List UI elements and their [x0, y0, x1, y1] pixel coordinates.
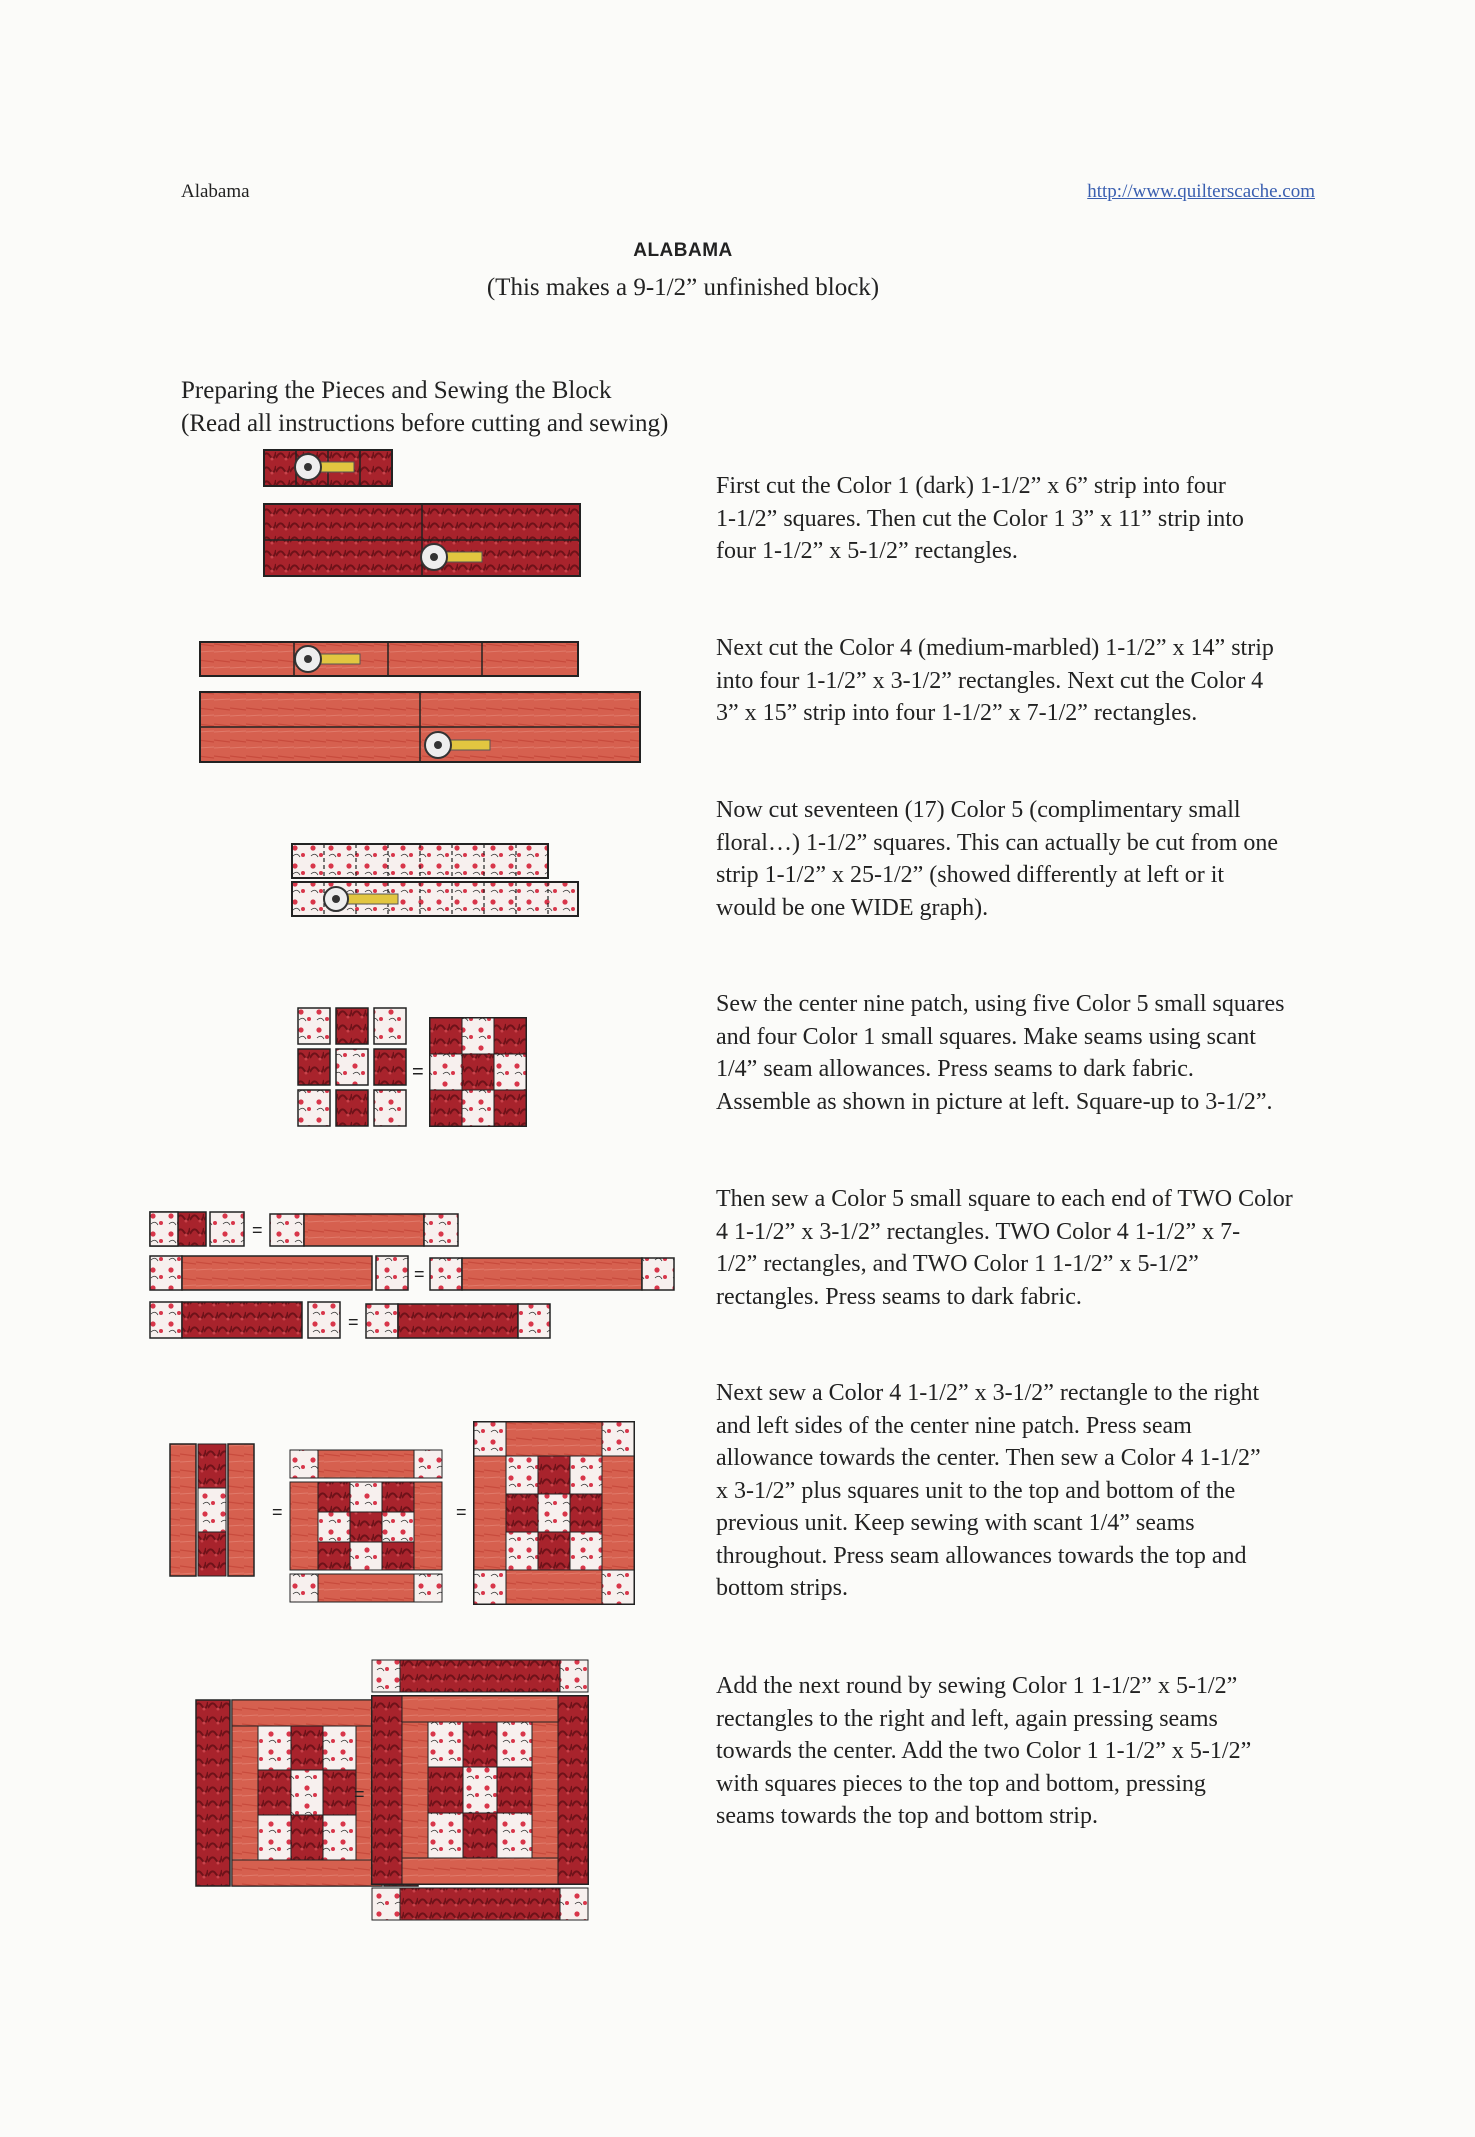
- step-line: 1-1/2” squares. Then cut the Color 1 3” x 11” strip into: [716, 505, 1244, 532]
- step-line: throughout. Press seam allowances towards the top and: [716, 1542, 1247, 1569]
- step-line: x 3-1/2” plus squares unit to the top and bottom of the: [716, 1477, 1236, 1504]
- step-line: previous unit. Keep sewing with scant 1/4” seams: [716, 1510, 1195, 1536]
- step-line: floral…) 1-1/2” squares. This can actually be cut from one: [716, 829, 1279, 856]
- step-line: 3” x 15” strip into four 1-1/2” x 7-1/2” rectangles.: [716, 700, 1198, 726]
- step-3-text: [716, 794, 1356, 924]
- header-link[interactable]: http://www.quilterscache.com: [1087, 181, 1315, 202]
- page-subtitle: (This makes a 9-1/2” unfinished block): [486, 274, 880, 301]
- step-2-text: [716, 632, 1356, 730]
- step-line: into four 1-1/2” x 3-1/2” rectangles. Next cut the Color 4: [716, 667, 1264, 694]
- step-line: allowance towards the center. Then sew a Color 4 1-1/2”: [716, 1445, 1261, 1471]
- step-1-text: [716, 470, 1356, 568]
- step-line: Assemble as shown in picture at left. Square-up to 3-1/2”.: [716, 1088, 1273, 1115]
- step-line: Sew the center nine patch, using five Color 5 small squares: [716, 991, 1285, 1017]
- figure-nine-patch: [296, 1006, 532, 1128]
- step-line: 1/2” rectangles, and TWO Color 1 1-1/2” x 5-1/2”: [716, 1251, 1199, 1277]
- step-line: would be one WIDE graph).: [716, 894, 989, 921]
- step-4-text: [716, 988, 1356, 1118]
- step-line: with squares pieces to the top and bottom, pressing: [716, 1770, 1206, 1797]
- figure-final-block: [194, 1656, 594, 1924]
- step-line: and left sides of the center nine patch. Press seam: [716, 1412, 1192, 1439]
- step-line: Next sew a Color 4 1-1/2” x 3-1/2” rectangle to the right: [716, 1380, 1260, 1406]
- equals-sign: =: [456, 1502, 467, 1522]
- figure-cut-color4: [198, 640, 644, 764]
- equals-sign: =: [414, 1264, 425, 1284]
- step-line: Add the next round by sewing Color 1 1-1/2” x 5-1/2”: [716, 1673, 1238, 1699]
- equals-sign: =: [354, 1784, 365, 1804]
- step-line: four 1-1/2” x 5-1/2” rectangles.: [716, 538, 1018, 564]
- header-title: Alabama: [181, 181, 250, 202]
- step-line: 4 1-1/2” x 3-1/2” rectangles. TWO Color 4 1-1/2” x 7-: [716, 1218, 1241, 1245]
- intro-note: (Read all instructions before cutting and sewing): [181, 410, 669, 437]
- intro-heading: Preparing the Pieces and Sewing the Block: [181, 377, 612, 404]
- step-line: rectangles to the right and left, again pressing seams: [716, 1705, 1218, 1732]
- step-5-text: [716, 1183, 1356, 1313]
- figure-strip-units: [148, 1210, 678, 1344]
- page-title: ALABAMA: [633, 240, 733, 261]
- figure-cut-color1: [262, 448, 582, 578]
- intro: [181, 374, 668, 440]
- equals-sign: =: [252, 1220, 263, 1240]
- step-line: Now cut seventeen (17) Color 5 (complimentary small: [716, 797, 1241, 823]
- equals-sign: =: [348, 1312, 359, 1332]
- step-line: Next cut the Color 4 (medium-marbled) 1-1/2” x 14” strip: [716, 635, 1274, 661]
- step-7-text: [716, 1670, 1356, 1833]
- step-line: towards the center. Add the two Color 1 1-1/2” x 5-1/2”: [716, 1738, 1252, 1764]
- step-line: strip 1-1/2” x 25-1/2” (showed differently at left or it: [716, 862, 1225, 888]
- step-line: seams towards the top and bottom strip.: [716, 1803, 1098, 1829]
- equals-sign: =: [272, 1502, 283, 1522]
- equals-sign: =: [412, 1061, 424, 1083]
- step-line: First cut the Color 1 (dark) 1-1/2” x 6” strip into four: [716, 473, 1226, 499]
- step-line: and four Color 1 small squares. Make seams using scant: [716, 1023, 1256, 1050]
- step-6-text: [716, 1377, 1356, 1605]
- figure-cut-color5: [290, 842, 580, 918]
- step-line: rectangles. Press seams to dark fabric.: [716, 1283, 1082, 1310]
- step-line: 1/4” seam allowances. Press seams to dark fabric.: [716, 1056, 1194, 1082]
- step-line: bottom strips.: [716, 1575, 849, 1601]
- figure-center-assembly: [164, 1418, 644, 1608]
- step-line: Then sew a Color 5 small square to each end of TWO Color: [716, 1186, 1293, 1212]
